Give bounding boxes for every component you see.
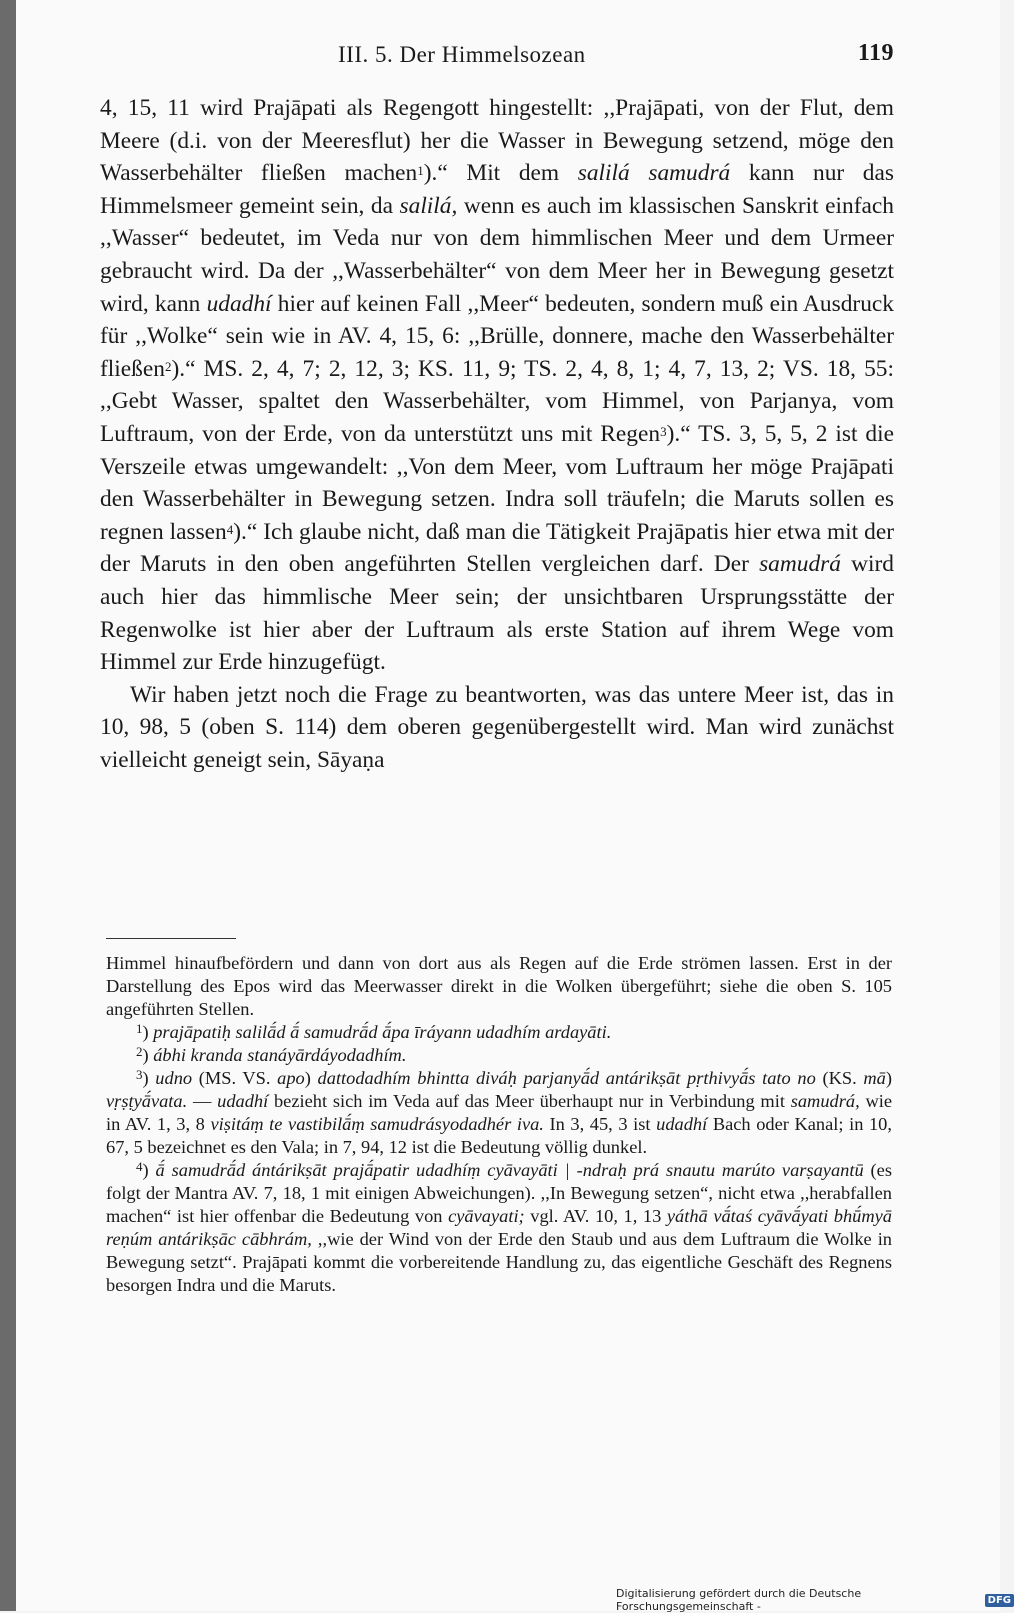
scan-edge — [0, 0, 16, 1611]
footnote-1: $^1$) prajāpatiḥ salilā́d ā́ samudrā́d ā́pa īráyann udadhím ardayāti. — [136, 1021, 612, 1042]
footnote-ref-2: 2 — [164, 358, 172, 374]
footnote-continuation: Himmel hinaufbefördern und dann von dort aus als Regen auf die Erde strömen lassen. Erst in der Darstellung des Epos wird das Meerwasser direkt in die Wolken übergeführt; siehe die oben S. 105 angeführten Stellen. — [106, 953, 892, 1019]
footnotes — [106, 952, 892, 1297]
footnote-ref-1: 1 — [417, 163, 424, 179]
main-text — [100, 92, 894, 776]
running-head — [338, 34, 894, 74]
paragraph-1: 4, 15, 11 wird Prajāpati als Regengott hingestellt: ,,Prajāpati, von der Flut, dem Meere (d.i. von der Meeresflut) her die Wasser in Bewegung setzend, möge den Wasserbehälter fließen machen$^1$).“ Mit dem salilá samudrá kann nur das Himmelsmeer gemeint sein, da salilá, wenn es auch im klassischen Sanskrit einfach ,,Wasser“ bedeutet, im Veda nur von dem himmlischen Meer und dem Urmeer gebraucht wird. Da der ,,Wasserbehälter“ von dem Meer her in Bewegung gesetzt wird, kann udadhí hier auf keinen Fall ,,Meer“ bedeuten, sondern muß ein Ausdruck für ,,Wolke“ sein wie in AV. 4, 15, 6: ,,Brülle, donnere, mache den Wasserbehälter fließen$^2$).“ MS. 2, 4, 7; 2, 12, 3; KS. 11, 9; TS. 2, 4, 8, 1; 4, 7, 13, 2; VS. 18, 55: ,,Gebt Wasser, spaltet den Wasserbehälter, vom Himmel, von Parjanya, vom Luftraum, von der Erde, von da unterstützt uns mit Regen$^3$).“ TS. 3, 5, 5, 2 ist die Verszeile etwas umgewandelt: ,,Von dem Meer, vom Luftraum her möge Prajāpati den Wasserbehälter in Bewegung setzen. Indra soll träufeln; die Maruts sollen es regnen lassen$^4$).“ Ich glaube nicht, daß man die Tätigkeit Prajāpatis hier etwa mit der der Maruts in den oben angeführten Stellen vergleichen darf. Der samudrá wird auch hier das himmlische Meer sein; der unsichtbaren Ursprungsstätte der Regenwolke ist hier aber der Luftraum als erste Station auf ihrem Wege vom Himmel zur Erde hinzugefügt. — [100, 95, 894, 676]
book-page — [16, 0, 1011, 1613]
chapter-title: III. 5. Der Himmelsozean — [338, 42, 586, 67]
page-number: 119 — [857, 40, 894, 66]
credit-text: Digitalisierung gefördert durch die Deutsche Forschungsgemeinschaft - — [616, 1587, 862, 1613]
footnote-separator — [106, 938, 236, 939]
dfg-logo[interactable]: DFG — [985, 1594, 1014, 1607]
footnote-2: $^2$) ábhi kranda stanáyārdáyodadhím. — [136, 1044, 407, 1065]
footnote-ref-3: 3 — [660, 423, 667, 439]
paragraph-2: Wir haben jetzt noch die Frage zu beantworten, was das untere Meer ist, das in 10, 98, 5 (oben S. 114) dem oberen gegenübergestellt wird. Man wird zunächst vielleicht geneigt sein, Sāyaṇa — [100, 681, 894, 773]
footnote-4: $^4$) ā́ samudrā́d ántárikṣāt prajā́patir udadhíṃ cyāvayāti | -ndraḥ prá snautu marúto varṣayantū (es folgt der Mantra AV. 7, 18, 1 mit einigen Abweichungen). ,,In Bewegung setzen“, nicht etwa ,,herabfallen machen“ ist hier offenbar die Bedeutung von cyāvayati; vgl. AV. 10, 1, 13 yáthā vā́taś cyāvā́yati bhū́myā reṇúm antárikṣāc cābhrám, ,,wie der Wind von der Erde den Staub und aus dem Luftraum die Wolke in Bewegung setzt“. Prajāpati kommt die vorbereitende Handlung zu, das eigentliche Geschäft des Regnens besorgen Indra und die Maruts. — [106, 1159, 892, 1295]
footnote-3: $^3$) udno (MS. VS. apo) dattodadhím bhintta diváḥ parjanyā́d antárikṣāt pṛthivyā́s tato no (KS. mā) vṛṣṭyā́vata. — udadhí bezieht sich im Veda auf das Meer überhaupt nur in Verbindung mit samudrá, wie in AV. 1, 3, 8 viṣitáṃ te vastibilā́ṃ samudrásyodadhér iva. In 3, 45, 3 ist udadhí Bach oder Kanal; in 10, 67, 5 bezeichnet es den Vala; in 7, 94, 12 ist die Bedeutung völlig dunkel. — [106, 1067, 892, 1157]
footnote-ref-4: 4 — [226, 521, 234, 537]
digitization-credit — [616, 1587, 1014, 1613]
